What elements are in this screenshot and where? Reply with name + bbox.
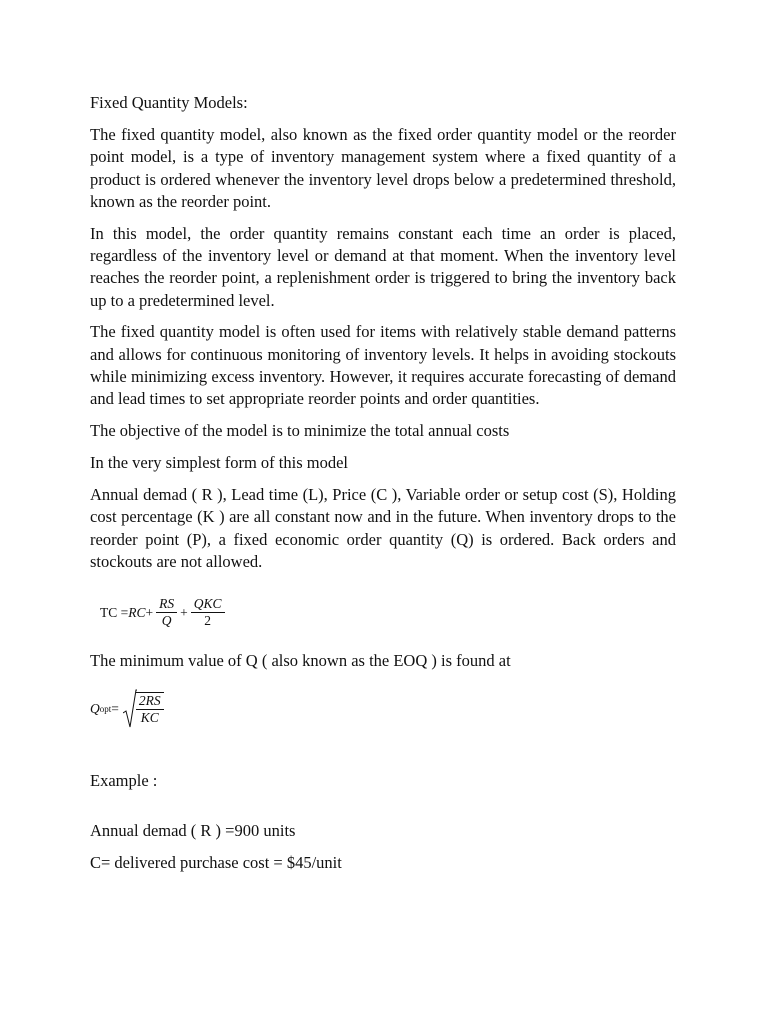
- tc-frac1-numerator: RS: [156, 596, 177, 613]
- eoq-formula: [90, 684, 676, 734]
- tc-plus-2: +: [180, 604, 188, 620]
- objective-line: The objective of the model is to minimize the total annual costs: [90, 420, 510, 440]
- example-annual-demand: Annual demad ( R ) =900 units: [90, 820, 296, 840]
- section-heading: Fixed Quantity Models:: [90, 93, 248, 112]
- total-cost-formula: [100, 588, 676, 638]
- paragraph-order-quantity: In this model, the order quantity remains constant each time an order is placed, regardless of the inventory level or demand at that moment. When the inventory level reaches the reorder point, a replenishment order is triggered to bring the inventory back up to a predetermined level.: [90, 223, 676, 310]
- simplest-form-line: In the very simplest form of this model: [90, 452, 348, 472]
- tc-plus-1: +: [145, 604, 154, 620]
- q-symbol: Q: [90, 700, 100, 716]
- paragraph-assumptions: Annual demad ( R ), Lead time (L), Price (C ), Variable order or setup cost (S), Holding cost percentage (K ) are all constant now and in the future. When inventory drops to the reorder point (P), a fixed economic order quantity (Q) is ordered. Back orders and stockouts are not allowed.: [90, 484, 676, 572]
- example-purchase-cost: C= delivered purchase cost = $45/unit: [90, 852, 342, 872]
- square-root: [123, 689, 164, 729]
- eoq-numerator: 2RS: [136, 693, 164, 710]
- eoq-denominator: KC: [140, 709, 159, 725]
- q-subscript: opt: [99, 703, 112, 714]
- tc-frac2-numerator: QKC: [191, 596, 225, 613]
- tc-frac2-denominator: 2: [204, 613, 212, 628]
- document-content: [90, 92, 676, 884]
- paragraph-definition: The fixed quantity model, also known as the fixed order quantity model or the reorder point model, is a type of inventory management system where a fixed quantity of a product is ordered whenever the inventory level drops below a predetermined threshold, known as the reorder point.: [90, 125, 676, 212]
- paragraph-usage: The fixed quantity model is often used for items with relatively stable demand patterns and allows for continuous monitoring of inventory levels. It helps in avoiding stockouts while minimizing excess inventory. However, it requires accurate forecasting of demand and lead times to set appropriate reorder points and order quantities.: [90, 322, 676, 409]
- tc-fraction-rs-q: [156, 596, 177, 629]
- radicand: [136, 692, 164, 726]
- eoq-fraction: [136, 693, 164, 726]
- eoq-equals: =: [111, 700, 119, 716]
- tc-term-rc: RC: [128, 604, 146, 620]
- tc-frac1-denominator: Q: [161, 613, 172, 628]
- example-label: Example :: [90, 770, 158, 790]
- tc-fraction-qkc-2: [191, 596, 225, 629]
- radical-sign-icon: [123, 689, 137, 729]
- eoq-intro-line: The minimum value of Q ( also known as the EOQ ) is found at: [90, 650, 511, 670]
- tc-lhs: TC =: [100, 604, 129, 620]
